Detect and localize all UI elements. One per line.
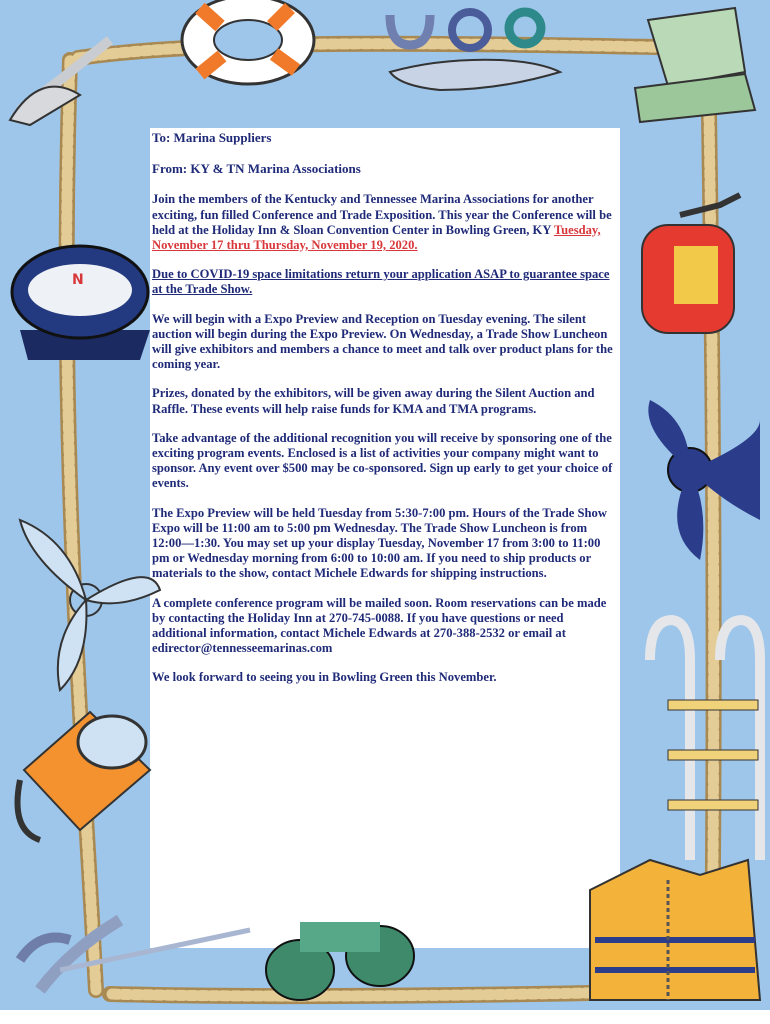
contact-paragraph: A complete conference program will be mailed soon. Room reservations can be made by contacting the Holiday Inn at 270-745-0088. If you have questions or need additional information, contact Michele Edwards at 270-388-2532 or email at edirector@tennesseemarinas.com bbox=[152, 595, 607, 656]
life-vest-icon bbox=[590, 860, 760, 1000]
from-line: From: KY & TN Marina Associations bbox=[152, 161, 361, 177]
to-line: To: Marina Suppliers bbox=[152, 130, 272, 145]
life-ring-icon bbox=[182, 0, 314, 84]
intro-text: Join the members of the Kentucky and Tennessee Marina Associations for another exciting, fun filled Conference and Trade Exposition. This year the Conference will be held at the Holiday Inn & Sloan Convention Center in Bowling Green, KY bbox=[152, 192, 612, 237]
compass-north-label: N bbox=[72, 272, 84, 288]
covid-notice: Due to COVID-19 space limitations return your application ASAP to guarantee space at the Trade Show. bbox=[152, 267, 610, 297]
compass-icon bbox=[12, 246, 150, 360]
prizes-paragraph: Prizes, donated by the exhibitors, will be given away during the Silent Auction and Raffle. These events will help raise funds for KMA and TMA programs. bbox=[152, 386, 595, 416]
event-dates: Tuesday, November 17 thru Thursday, November 19, 2020. bbox=[152, 222, 601, 253]
closing-line: We look forward to seeing you in Bowling Green this November. bbox=[152, 670, 497, 685]
intro-paragraph bbox=[152, 192, 618, 253]
schedule-paragraph: The Expo Preview will be held Tuesday from 5:30-7:00 pm. Hours of the Trade Show Expo will be 11:00 am to 5:00 pm Wednesday. The Trade Show Luncheon is from 12:00—1:30. You may set up your display Tuesday, November 17 from 3:00 to 11:00 pm or Wednesday morning from 6:00 to 10:00 am. If you need to ship products or materials to the show, contact Michele Edwards for shipping instructions. bbox=[152, 505, 607, 581]
letter-body bbox=[152, 130, 618, 700]
sponsorship-paragraph: Take advantage of the additional recognition you will receive by sponsoring one of the exciting program events. Enclosed is a list of activities your company might want to sponsor. Any event over $500 may be co-sponsored. Sign up early to get your choice of events. bbox=[152, 430, 613, 491]
expo-preview-paragraph: We will begin with a Expo Preview and Reception on Tuesday evening. The silent auction will begin during the Expo Preview. On Wednesday, a Trade Show Luncheon will give exhibitors and members a chance to meet and talk over product plans for the coming year. bbox=[152, 311, 613, 372]
